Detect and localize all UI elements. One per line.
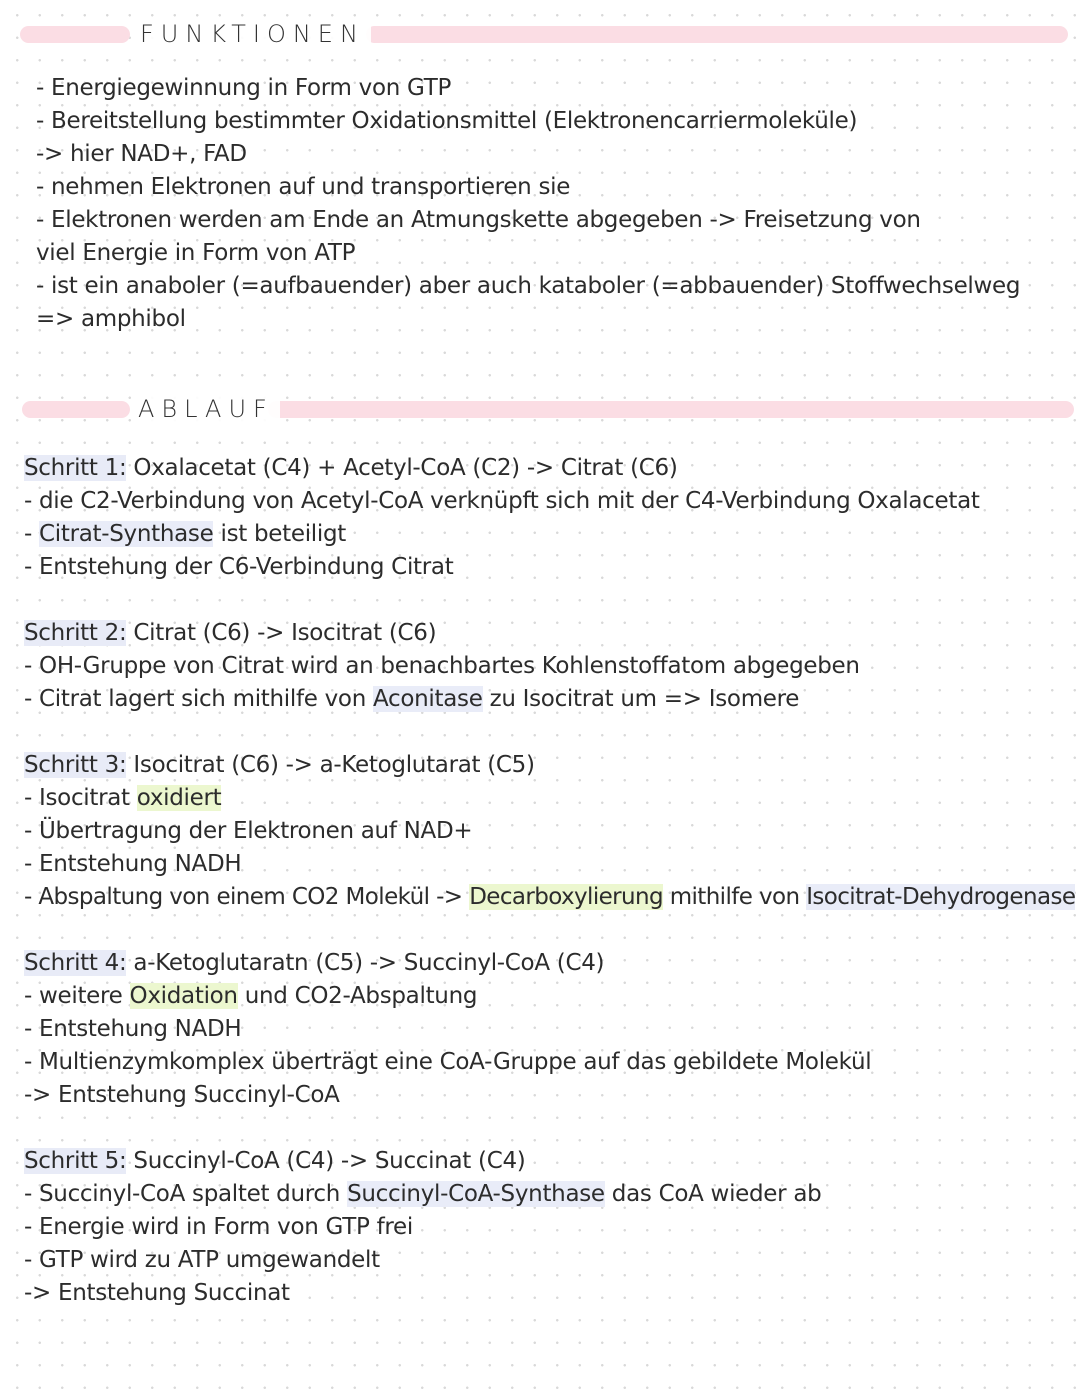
step-label: Schritt 5: (24, 1148, 127, 1174)
funktionen-line: - Bereitstellung bestimmter Oxidationsmittel (Elektronencarriermoleküle) (36, 108, 858, 134)
ablauf-header (0, 389, 1080, 429)
step-reaction: Succinyl-CoA (C4) -> Succinat (C4) (133, 1148, 526, 1174)
step-line: - Entstehung der C6-Verbindung Citrat (24, 554, 454, 580)
step-label: Schritt 2: (24, 620, 127, 646)
text-segment: - Citrat lagert sich mithilfe von (24, 686, 373, 712)
text-segment: - Abspaltung von einem CO2 Molekül -> (24, 884, 470, 910)
step-line (24, 518, 346, 551)
step-line: - Entstehung NADH (24, 851, 242, 877)
header-bar-left (22, 401, 130, 418)
step-line: - Entstehung NADH (24, 1016, 242, 1042)
enzyme-highlight: Citrat-Synthase (39, 521, 214, 547)
funktionen-line: viel Energie in Form von ATP (36, 240, 356, 266)
enzyme-highlight: Aconitase (373, 686, 483, 712)
step-line (24, 980, 477, 1013)
term-highlight: oxidiert (136, 785, 222, 811)
text-segment: - Succinyl-CoA spaltet durch (24, 1181, 348, 1207)
step-title (24, 617, 436, 650)
header-bar-right (366, 26, 1068, 43)
text-segment: zu Isocitrat um => Isomere (482, 686, 800, 712)
step-line: - OH-Gruppe von Citrat wird an benachbartes Kohlenstoffatom abgegeben (24, 653, 860, 679)
section-title-funktionen: FUNKTIONEN (134, 19, 371, 49)
step-reaction: Isocitrat (C6) -> a-Ketoglutarat (C5) (133, 752, 535, 778)
step-label: Schritt 3: (24, 752, 127, 778)
step-line: -> Entstehung Succinyl-CoA (24, 1082, 340, 1108)
step-title (24, 947, 604, 980)
text-segment: - Isocitrat (24, 785, 137, 811)
text-segment: - (24, 521, 40, 547)
step-title (24, 1145, 525, 1178)
funktionen-line: - Elektronen werden am Ende an Atmungskette abgegeben -> Freisetzung von (36, 207, 921, 233)
step-line (24, 782, 221, 815)
term-highlight: Oxidation (129, 983, 238, 1009)
step-line: - Multienzymkomplex überträgt eine CoA-Gruppe auf das gebildete Molekül (24, 1049, 872, 1075)
funktionen-line: -> hier NAD+, FAD (36, 141, 247, 167)
text-segment: mithilfe von (662, 884, 807, 910)
text-segment: und CO2-Abspaltung (237, 983, 478, 1009)
step-title (24, 452, 678, 485)
enzyme-highlight: Succinyl-CoA-Synthase (347, 1181, 605, 1207)
funktionen-line: - ist ein anaboler (=aufbauender) aber auch kataboler (=abbauender) Stoffwechselweg (36, 273, 1021, 299)
step-line: - Energie wird in Form von GTP frei (24, 1214, 413, 1240)
step-reaction: Oxalacetat (C4) + Acetyl-CoA (C2) -> Citrat (C6) (133, 455, 678, 481)
step-line: - Übertragung der Elektronen auf NAD+ (24, 818, 473, 844)
text-segment: - weitere (24, 983, 130, 1009)
step-label: Schritt 1: (24, 455, 127, 481)
funktionen-line: - nehmen Elektronen auf und transportieren sie (36, 174, 571, 200)
funktionen-header (0, 14, 1080, 54)
header-bar-left (20, 26, 130, 43)
term-highlight: Decarboxylierung (469, 884, 663, 910)
step-line (24, 881, 1075, 914)
enzyme-highlight: Isocitrat-Dehydrogenase (806, 884, 1076, 910)
step-reaction: a-Ketoglutaratn (C5) -> Succinyl-CoA (C4) (133, 950, 605, 976)
text-segment: ist beteiligt (213, 521, 346, 547)
step-line: -> Entstehung Succinat (24, 1280, 290, 1306)
section-title-ablauf: ABLAUF (132, 394, 280, 424)
step-line: - die C2-Verbindung von Acetyl-CoA verknüpft sich mit der C4-Verbindung Oxalacetat (24, 488, 980, 514)
step-title (24, 749, 535, 782)
funktionen-line: => amphibol (36, 306, 186, 332)
text-segment: das CoA wieder ab (604, 1181, 822, 1207)
step-line: - GTP wird zu ATP umgewandelt (24, 1247, 380, 1273)
step-line (24, 1178, 821, 1211)
header-bar-right (268, 401, 1074, 418)
funktionen-line: - Energiegewinnung in Form von GTP (36, 75, 452, 101)
step-reaction: Citrat (C6) -> Isocitrat (C6) (133, 620, 437, 646)
step-label: Schritt 4: (24, 950, 127, 976)
step-line (24, 683, 799, 716)
